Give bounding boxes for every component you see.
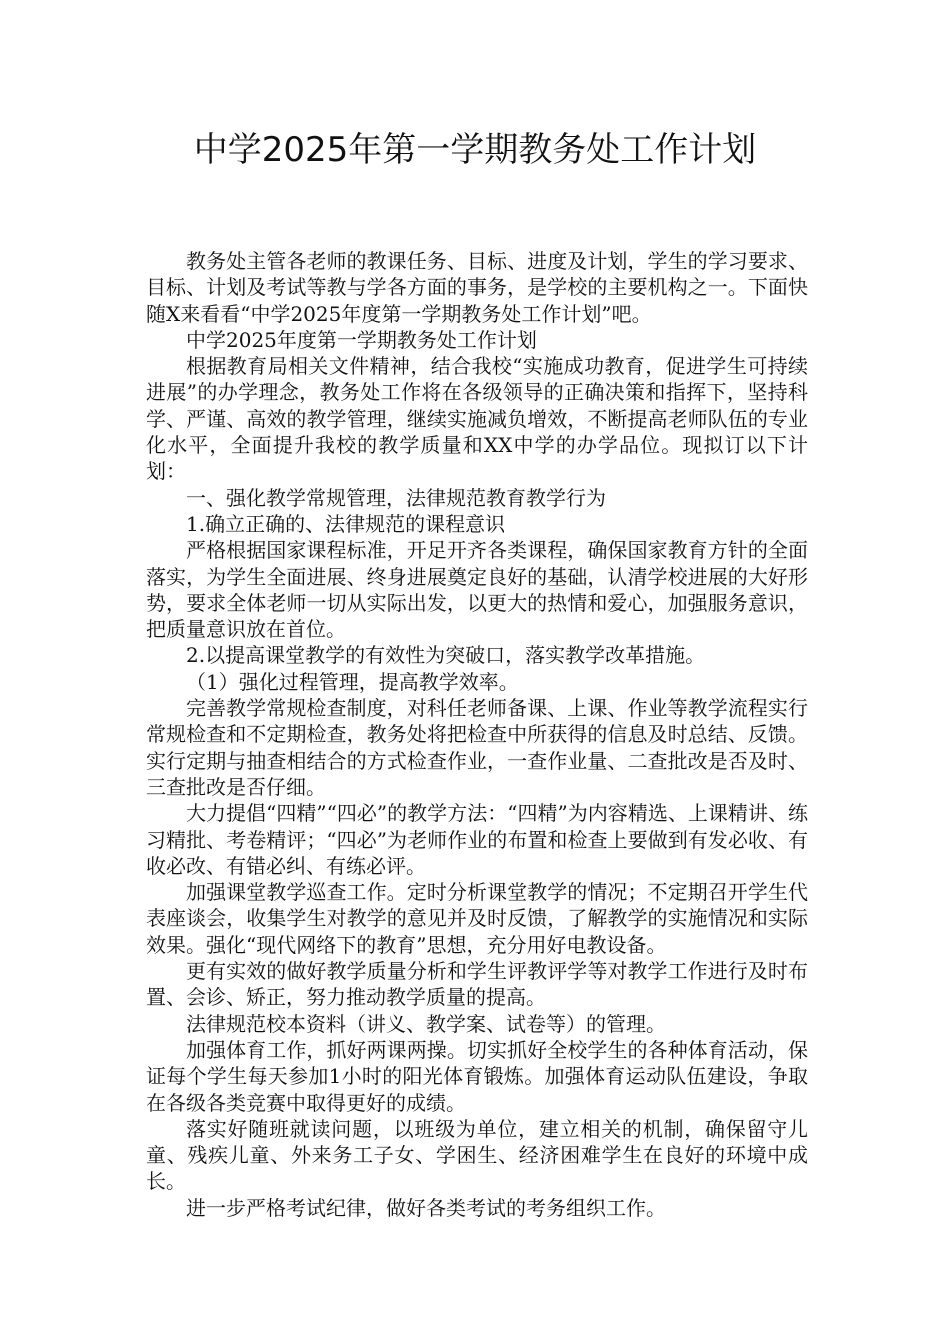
document-body (146, 248, 808, 1221)
paragraph-sports: 加强体育工作，抓好两课两操。切实抓好全校学生的各种体育活动，保证每个学生每天参加1小时的阳光体育锻炼。加强体育运动队伍建设，争取在各级各类竞赛中取得更好的成绩。 (146, 1037, 808, 1115)
subsection-heading-2: 2.以提高课堂教学的有效性为突破口，落实教学改革措施。 (186, 643, 706, 668)
paragraph-quality-analysis: 更有实效的做好教学质量分析和学生评教评学等对教学工作进行及时布置、会诊、矫正，努力推动教学质量的提高。 (146, 959, 808, 1010)
paragraph-intro: 教务处主管各老师的教课任务、目标、进度及计划，学生的学习要求、目标、计划及考试等教与学各方面的事务，是学校的主要机构之一。下面快随X来看看“中学2025年度第一学期教务处工作计划”吧。 (146, 249, 808, 326)
paragraph-four-methods: 大力提倡“四精”“四必”的教学方法：“四精”为内容精选、上课精讲、练习精批、考卷精评；“四必”为老师作业的布置和检查上要做到有发必收、有收必改、有错必纠、有练必评。 (146, 801, 808, 878)
paragraph-curriculum: 严格根据国家课程标准，开足开齐各类课程，确保国家教育方针的全面落实，为学生全面进展、终身进展奠定良好的基础，认清学校进展的大好形势，要求全体老师一切从实际出发，以更大的热情和爱心，加强服务意识，把质量意识放在首位。 (146, 538, 808, 642)
paragraph-materials: 法律规范校本资料（讲义、教学案、试卷等）的管理。 (186, 1011, 666, 1036)
paragraph-subtitle: 中学2025年度第一学期教务处工作计划 (186, 327, 537, 352)
document-title: 中学2025年第一学期教务处工作计划 (193, 130, 757, 170)
item-heading-1: （1）强化过程管理，提高教学效率。 (186, 669, 519, 694)
paragraph-classroom-patrol: 加强课堂教学巡查工作。定时分析课堂教学的情况；不定期召开学生代表座谈会，收集学生对教学的意见并及时反馈，了解教学的实施情况和实际效果。强化“现代网络下的教育”思想，充分用好电教设备。 (146, 880, 808, 957)
paragraph-inclusive: 落实好随班就读问题，以班级为单位，建立相关的机制，确保留守儿童、残疾儿童、外来务工子女、学困生、经济困难学生在良好的环境中成长。 (146, 1116, 808, 1194)
paragraph-exams: 进一步严格考试纪律，做好各类考试的考务组织工作。 (186, 1195, 666, 1220)
section-heading-1: 一、强化教学常规管理，法律规范教育教学行为 (186, 485, 606, 510)
subsection-heading-1: 1.确立正确的、法律规范的课程意识 (186, 511, 506, 536)
paragraph-guiding-principle: 根据教育局相关文件精神，结合我校“实施成功教育，促进学生可持续进展”的办学理念，教务处工作将在各级领导的正确决策和指挥下，坚持科学、严谨、高效的教学管理，继续实施减负增效，不断提高老师队伍的专业化水平，全面提升我校的教学质量和XX中学的办学品位。现拟订以下计划： (146, 354, 808, 484)
paragraph-routine-check: 完善教学常规检查制度，对科任老师备课、上课、作业等教学流程实行常规检查和不定期检查，教务处将把检查中所获得的信息及时总结、反馈。实行定期与抽查相结合的方式检查作业，一查作业量、二查批改是否及时、三查批改是否仔细。 (146, 696, 808, 799)
